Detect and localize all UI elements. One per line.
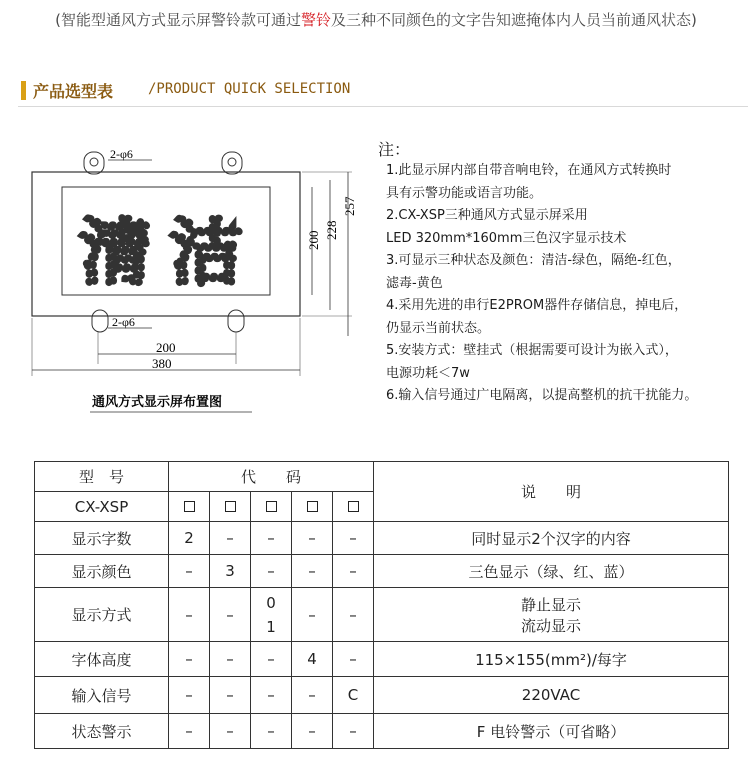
diagram-caption: 通风方式显示屏布置图 bbox=[92, 395, 223, 410]
code-cell: – bbox=[210, 714, 251, 749]
dim-hole-bottom: 2-φ6 bbox=[112, 315, 135, 329]
row-desc: F 电铃警示（可省略） bbox=[374, 714, 729, 749]
code-cell: 2 bbox=[169, 522, 210, 555]
code-cell: – bbox=[251, 555, 292, 588]
dim-height-inner: 200 bbox=[306, 230, 321, 250]
code-cell: 4 bbox=[292, 642, 333, 677]
table-row bbox=[35, 522, 729, 555]
lug-bottom-right bbox=[228, 310, 244, 332]
code-cell: – bbox=[251, 677, 292, 714]
outer-frame bbox=[32, 172, 300, 316]
table-row bbox=[35, 642, 729, 677]
notes-title: 注： bbox=[378, 140, 411, 159]
note-line: 滤毒-黄色 bbox=[386, 275, 443, 291]
note-line: 6.输入信号通过广电隔离，以提高整机的抗干扰能力。 bbox=[386, 388, 698, 403]
code-cell: – bbox=[210, 677, 251, 714]
code-cell: – bbox=[210, 642, 251, 677]
row-label: 显示字数 bbox=[35, 522, 169, 555]
lug-top-right bbox=[222, 152, 242, 174]
panel-char-1: 清 bbox=[80, 211, 153, 295]
code-cell: 3 bbox=[210, 555, 251, 588]
row-label: 字体高度 bbox=[35, 642, 169, 677]
intro-before: (智能型通风方式显示屏警铃款可通过 bbox=[55, 11, 301, 29]
section-accent-bar bbox=[21, 81, 26, 100]
row-desc: 三色显示（绿、红、蓝） bbox=[374, 555, 729, 588]
note-line: 电源功耗＜7w bbox=[386, 365, 470, 381]
note-line: 2.CX-XSP三种通风方式显示屏采用 bbox=[386, 208, 588, 223]
dim-hole-top: 2-φ6 bbox=[110, 147, 133, 161]
code-cell: – bbox=[333, 714, 374, 749]
code-box bbox=[348, 501, 359, 512]
row-desc-line: 流动显示 bbox=[520, 616, 581, 635]
row-label: 显示颜色 bbox=[35, 555, 169, 588]
section-title-en: /PRODUCT QUICK SELECTION bbox=[148, 81, 351, 97]
dim-height-outer: 257 bbox=[342, 196, 357, 216]
hole-top-right bbox=[228, 158, 236, 166]
code-cell: – bbox=[169, 714, 210, 749]
note-line: 3.可显示三种状态及颜色：清洁-绿色，隔绝-红色， bbox=[386, 253, 681, 268]
code-cell: – bbox=[333, 642, 374, 677]
dim-width-inner: 200 bbox=[156, 340, 176, 355]
row-label: 输入信号 bbox=[35, 677, 169, 714]
section-header bbox=[18, 78, 748, 107]
code-cell: – bbox=[169, 677, 210, 714]
code-cell: – bbox=[292, 555, 333, 588]
table-row bbox=[35, 714, 729, 749]
code-cell: – bbox=[292, 677, 333, 714]
model-value: CX-XSP bbox=[35, 492, 169, 522]
intro-text bbox=[8, 8, 744, 32]
table-row bbox=[35, 677, 729, 714]
header-desc: 说 明 bbox=[374, 462, 729, 522]
table-row bbox=[35, 588, 729, 642]
row-label: 状态警示 bbox=[35, 714, 169, 749]
note-line: 具有示警功能或语言功能。 bbox=[386, 185, 543, 201]
code-cell: – bbox=[169, 588, 210, 642]
code-cell: – bbox=[210, 588, 251, 642]
code-box bbox=[307, 501, 318, 512]
code-cell: – bbox=[292, 522, 333, 555]
code-cell: – bbox=[210, 522, 251, 555]
code-cell: – bbox=[333, 555, 374, 588]
notes-panel bbox=[378, 140, 738, 408]
row-desc-line: 静止显示 bbox=[520, 595, 581, 614]
row-desc: 220VAC bbox=[374, 677, 729, 714]
code-cell: – bbox=[251, 522, 292, 555]
code-cell: – bbox=[169, 555, 210, 588]
row-desc bbox=[374, 588, 729, 642]
code-box bbox=[266, 501, 277, 512]
note-line: 1.此显示屏内部自带音响电铃，在通风方式转换时 bbox=[386, 163, 672, 178]
table-row bbox=[35, 555, 729, 588]
note-line: LED 320mm*160mm三色汉字显示技术 bbox=[386, 230, 627, 246]
lug-bottom-left bbox=[92, 310, 108, 332]
note-line: 5.安装方式：壁挂式（根据需要可设计为嵌入式）， bbox=[386, 343, 678, 358]
row-desc: 同时显示2个汉字的内容 bbox=[374, 522, 729, 555]
code-box bbox=[225, 501, 236, 512]
dim-height-mid: 228 bbox=[324, 220, 339, 240]
row-desc: 115×155(mm²)/每字 bbox=[374, 642, 729, 677]
code-cell: – bbox=[292, 588, 333, 642]
panel-char-2: 洁 bbox=[170, 211, 243, 295]
hole-top-left bbox=[90, 158, 98, 166]
intro-after: 及三种不同颜色的文字告知遮掩体内人员当前通风状态) bbox=[331, 11, 697, 29]
code-cell: – bbox=[251, 714, 292, 749]
code-cell: – bbox=[251, 642, 292, 677]
code-box bbox=[184, 501, 195, 512]
code-cell: 0 1 bbox=[251, 588, 292, 642]
dim-width-outer: 380 bbox=[152, 356, 172, 371]
lug-top-left bbox=[84, 152, 104, 174]
intro-highlight: 警铃 bbox=[300, 11, 331, 29]
diagram-drawing bbox=[12, 140, 372, 420]
header-model: 型 号 bbox=[35, 462, 169, 492]
header-code: 代 码 bbox=[169, 462, 374, 492]
code-cell: – bbox=[333, 522, 374, 555]
row-label: 显示方式 bbox=[35, 588, 169, 642]
code-cell: – bbox=[169, 642, 210, 677]
note-line: 4.采用先进的串行E2PROM器件存储信息，掉电后， bbox=[386, 298, 688, 313]
selection-table bbox=[34, 461, 729, 749]
code-cell: – bbox=[333, 588, 374, 642]
layout-diagram bbox=[12, 140, 372, 424]
code-cell: – bbox=[292, 714, 333, 749]
code-cell: C bbox=[333, 677, 374, 714]
section-title-cn: 产品选型表 bbox=[33, 82, 114, 101]
note-line: 仍显示当前状态。 bbox=[386, 320, 491, 336]
